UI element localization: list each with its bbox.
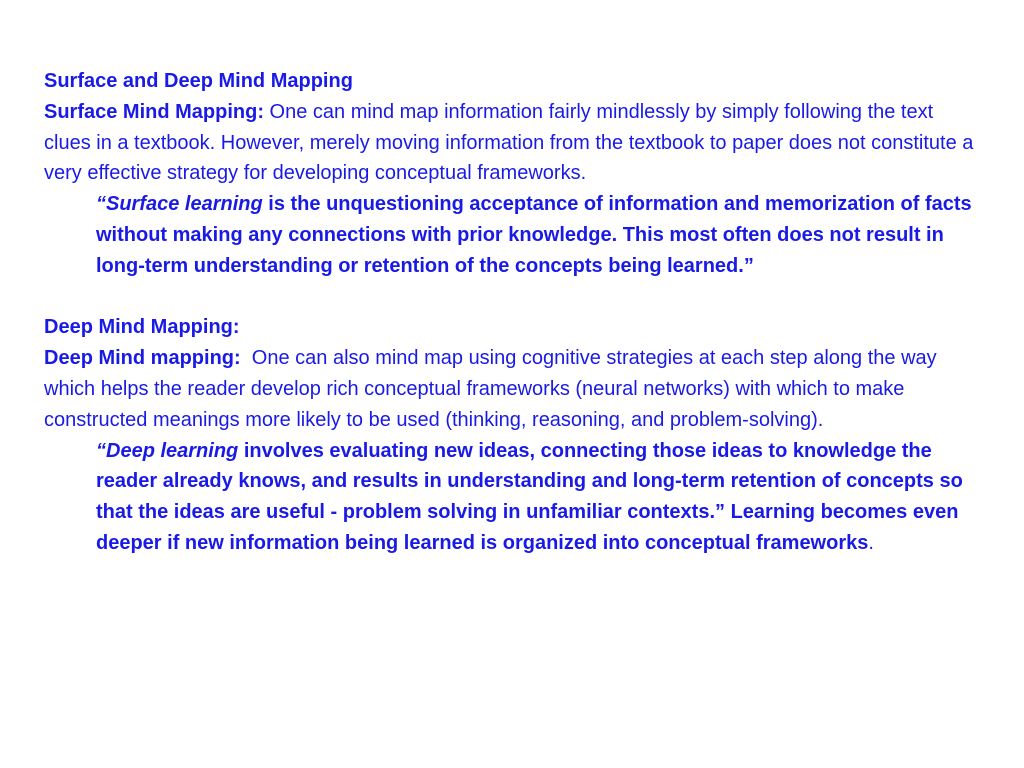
slide-title: Surface and Deep Mind Mapping <box>44 70 353 92</box>
surface-mapping-text: One can mind map information fairly mindlessly by simply following the text clues in a textbook. However, merely moving information from the textbook to paper does not constitute a very effective strategy for developing conceptual frameworks. <box>44 100 974 185</box>
deep-mapping-heading: Deep Mind Mapping: <box>44 316 240 339</box>
deep-learning-quote <box>96 436 974 559</box>
slide-content <box>44 66 974 559</box>
section-spacer <box>44 282 974 313</box>
deep-mapping-text: One can also mind map using cognitive strategies at each step along the way which helps the reader develop rich conceptual frameworks (neural networks) with which to make constructed meanings more likely to be used (thinking, reasoning, and problem-solving). <box>44 347 937 431</box>
deep-learning-period: . <box>868 531 874 554</box>
deep-mapping-paragraph <box>44 343 974 435</box>
surface-learning-quote <box>96 189 974 281</box>
surface-learning-term: “Surface learning <box>96 193 263 216</box>
deep-learning-term: “Deep learning <box>96 439 239 462</box>
surface-mapping-paragraph <box>44 97 974 189</box>
deep-mapping-label: Deep Mind mapping: <box>44 347 241 370</box>
surface-learning-definition: is the unquestioning acceptance of information and memorization of facts without making any connections with prior knowledge. This most often does not result in long-term understanding or retention of the concepts being learned.” <box>96 193 972 277</box>
surface-mapping-label: Surface Mind Mapping: <box>44 100 264 123</box>
deep-learning-definition: involves evaluating new ideas, connecting those ideas to knowledge the reader already knows, and results in understanding and long-term retention of concepts so that the ideas are useful - problem solving in unfamiliar contexts.” Learning becomes even deeper if new information being learned is organized into conceptual frameworks <box>96 439 963 554</box>
